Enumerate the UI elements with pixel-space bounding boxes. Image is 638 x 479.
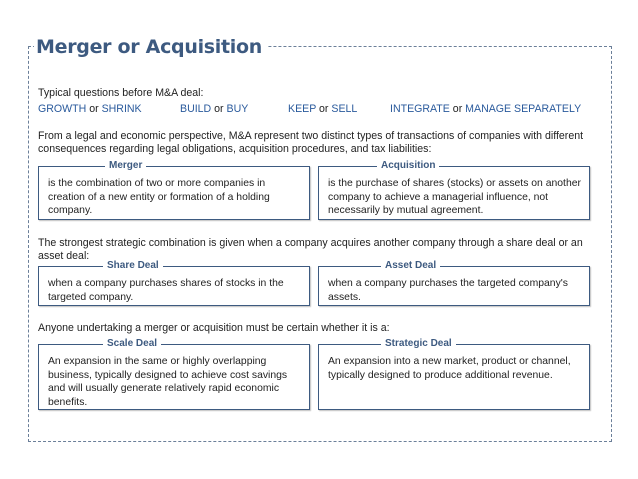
asset-deal-text: when a company purchases the targeted company's assets. <box>328 278 568 303</box>
acquisition-box <box>318 160 590 220</box>
box-rule <box>319 166 373 167</box>
box-rule <box>443 266 589 267</box>
paragraph-1-line-2: consequences regarding legal obligations, acquisition procedures, and tax liabilities: <box>38 143 432 155</box>
paragraph-2-line-2: asset deal: <box>38 250 90 262</box>
scale-deal-text: An expansion in the same or highly overlapping business, typically designed to achieve cost savings and will usually generate relatively rapid economic benefits. <box>48 356 288 408</box>
scale-deal-box <box>38 338 310 410</box>
box-rule <box>169 166 309 167</box>
box-rule <box>39 166 101 167</box>
question-or: or <box>89 103 99 115</box>
merger-box <box>38 160 310 220</box>
page-title: Merger or Acquisition <box>34 36 268 58</box>
box-rule <box>163 266 309 267</box>
box-rule <box>469 344 589 345</box>
asset-deal-label: Asset Deal <box>381 259 440 273</box>
question-b: MANAGE SEPARATELY <box>465 103 582 115</box>
box-rule <box>319 266 381 267</box>
paragraph-2-line-1: The strongest strategic combination is given when a company acquires another company through a share deal or an <box>38 237 583 249</box>
question-a: KEEP <box>288 103 317 115</box>
question-or: or <box>319 103 329 115</box>
question-keep-sell <box>288 103 357 116</box>
strategic-deal-box <box>318 338 590 410</box>
question-b: SELL <box>331 103 358 115</box>
merger-label: Merger <box>105 159 146 173</box>
question-a: BUILD <box>180 103 212 115</box>
strategic-deal-label: Strategic Deal <box>381 337 456 351</box>
question-or: or <box>452 103 463 115</box>
intro-text: Typical questions before M&A deal: <box>38 87 204 99</box>
share-deal-label: Share Deal <box>103 259 163 273</box>
question-b: SHRINK <box>101 103 142 115</box>
box-rule <box>319 344 379 345</box>
question-a: INTEGRATE <box>390 103 450 115</box>
paragraph-1-line-1: From a legal and economic perspective, M&A represent two distinct types of transactions of companies with different <box>38 130 584 142</box>
strategic-deal-text: An expansion into a new market, product or channel, typically designed to produce additional revenue. <box>328 356 571 381</box>
merger-text: is the combination of two or more companies in creation of a new entity or formation of a holding company. <box>48 178 270 216</box>
question-or: or <box>214 103 224 115</box>
paragraph-3: Anyone undertaking a merger or acquisition must be certain whether it is a: <box>38 322 390 334</box>
question-build-buy <box>180 103 248 116</box>
box-rule <box>167 344 309 345</box>
share-deal-box <box>38 260 310 306</box>
box-rule <box>39 266 103 267</box>
share-deal-text: when a company purchases shares of stocks in the targeted company. <box>48 278 284 303</box>
question-b: BUY <box>226 103 249 115</box>
acquisition-label: Acquisition <box>377 159 439 173</box>
question-integrate-manage <box>390 103 581 116</box>
box-rule <box>39 344 101 345</box>
question-a: GROWTH <box>38 103 87 115</box>
acquisition-text: is the purchase of shares (stocks) or assets on another company to achieve a managerial influence, not necessarily by mutual agreement. <box>328 178 581 216</box>
scale-deal-label: Scale Deal <box>103 337 161 351</box>
question-growth-shrink <box>38 103 142 116</box>
box-rule <box>447 166 589 167</box>
asset-deal-box <box>318 260 590 306</box>
